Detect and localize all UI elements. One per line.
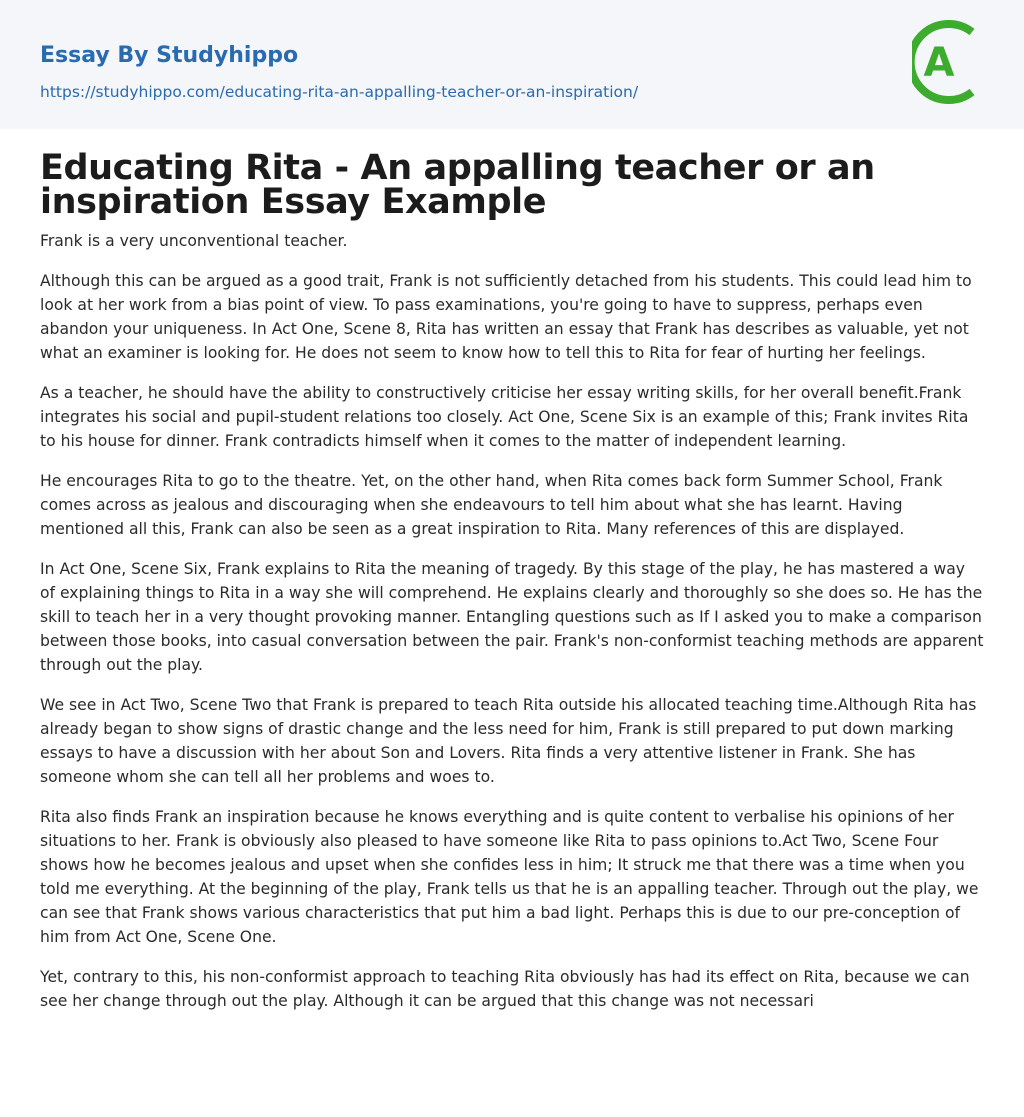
site-header: [0, 0, 1024, 129]
studyhippo-logo-icon[interactable]: [912, 18, 986, 106]
paragraph: In Act One, Scene Six, Frank explains to Rita the meaning of tragedy. By this stage of the play, he has mastered a way of explaining things to Rita in a way she will comprehend. He explains clearly and thoroughly so she does so. He has the skill to teach her in a very thought provoking manner. Entangling questions such as If I asked you to make a comparison between those books, into casual conversation between the pair. Frank's non-conformist teaching methods are apparent through out the play.: [40, 560, 984, 674]
paragraph: As a teacher, he should have the ability to constructively criticise her essay writing skills, for her overall benefit.Frank integrates his social and pupil-student relations too closely. Act One, Scene Six is an example of this; Frank invites Rita to his house for dinner. Frank contradicts himself when it comes to the matter of independent learning.: [40, 384, 969, 450]
paragraph: We see in Act Two, Scene Two that Frank is prepared to teach Rita outside his allocated teaching time.Although Rita has already began to show signs of drastic change and the less need for him, Frank is still prepared to put down marking essays to have a discussion with her about Son and Lovers. Rita finds a very attentive listener in Frank. She has someone whom she can tell all her problems and woes to.: [40, 696, 977, 786]
paragraph: He encourages Rita to go to the theatre. Yet, on the other hand, when Rita comes back form Summer School, Frank comes across as jealous and discouraging when she endeavours to tell him about what she has learnt. Having mentioned all this, Frank can also be seen as a great inspiration to Rita. Many references of this are displayed.: [40, 472, 943, 538]
paragraph: Rita also finds Frank an inspiration because he knows everything and is quite content to verbalise his opinions of her situations to her. Frank is obviously also pleased to have someone like Rita to pass opinions to.Act Two, Scene Four shows how he becomes jealous and upset when she confides less in him; It struck me that there was a time when you told me everything. At the beginning of the play, Frank tells us that he is an appalling teacher. Through out the play, we can see that Frank shows various characteristics that put him a bad light. Perhaps this is due to our pre-conception of him from Act One, Scene One.: [40, 808, 979, 946]
article: [0, 129, 1024, 1013]
source-url-link[interactable]: https://studyhippo.com/educating-rita-an-appalling-teacher-or-an-inspiration/: [40, 83, 639, 101]
paragraph: Frank is a very unconventional teacher.: [40, 232, 348, 250]
site-brand[interactable]: Essay By Studyhippo: [40, 43, 299, 68]
paragraph: Although this can be argued as a good trait, Frank is not sufficiently detached from his students. This could lead him to look at her work from a bias point of view. To pass examinations, you're going to have to suppress, perhaps even abandon your uniqueness. In Act One, Scene 8, Rita has written an essay that Frank has describes as valuable, yet not what an examiner is looking for. He does not seem to know how to tell this to Rita for fear of hurting her feelings.: [40, 272, 972, 362]
logo-letter: A: [923, 40, 955, 86]
page-title: Educating Rita - An appalling teacher or an inspiration Essay Example: [40, 148, 875, 222]
paragraph: Yet, contrary to this, his non-conformist approach to teaching Rita obviously has had its effect on Rita, because we can see her change through out the play. Although it can be argued that this change was not necessari: [40, 968, 970, 1010]
